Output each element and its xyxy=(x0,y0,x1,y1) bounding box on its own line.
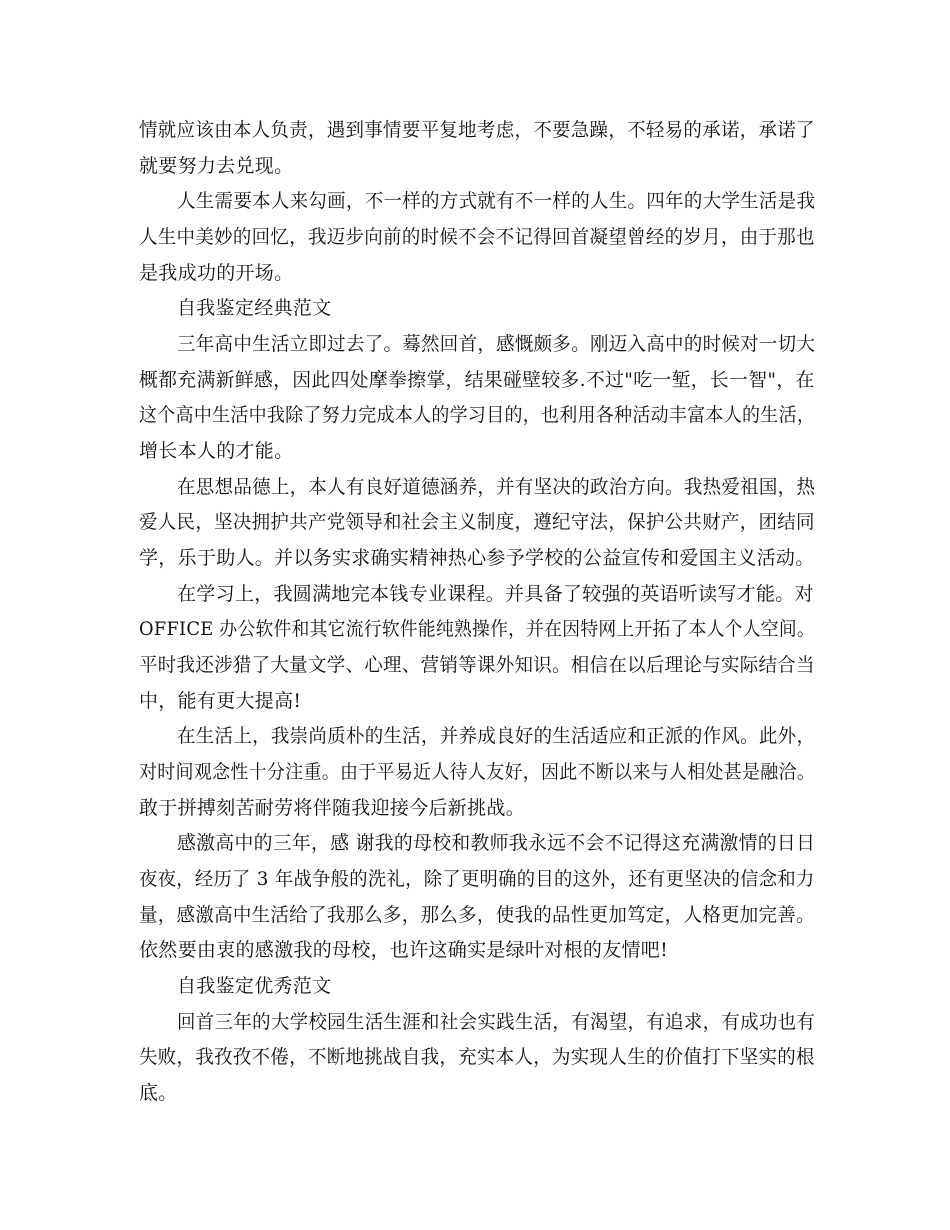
section-heading: 自我鉴定经典范文 xyxy=(177,297,332,319)
text-line: 情就应该由本人负责，遇到事情要平复地考虑，不要急躁，不轻易的承诺，承诺了 xyxy=(139,119,815,141)
text-line: 量，感激高中生活给了我那么多，那么多，使我的品性更加笃定，人格更加完善。 xyxy=(139,904,815,926)
text-line: 平时我还涉猎了大量文学、心理、营销等课外知识。相信在以后理论与实际结合当 xyxy=(139,654,815,676)
text-line: 对时间观念性十分注重。由于平易近人待人友好，因此不断以来与人相处甚是融洽。 xyxy=(139,761,816,783)
paragraph-first-line: 三年高中生活立即过去了。蓦然回首，感慨颇多。刚迈入高中的时候对一切大 xyxy=(177,333,816,355)
text-line: 学，乐于助人。并以务实求确实精神热心参予学校的公益宣传和爱国主义活动。 xyxy=(139,547,815,569)
paragraph-first-line: 在思想品德上，本人有良好道德涵养，并有坚决的政治方向。我热爱祖国，热 xyxy=(177,476,816,498)
text-line: 就要努力去兑现。 xyxy=(139,155,294,177)
paragraph-first-line: 在学习上，我圆满地完本钱专业课程。并具备了较强的英语听读写才能。对 xyxy=(177,583,814,605)
text-line: 底。 xyxy=(139,1082,178,1104)
text-line: 中，能有更大提高! xyxy=(139,690,302,712)
paragraph-first-line: 在生活上，我崇尚质朴的生活，并养成良好的生活适应和正派的作风。此外， xyxy=(177,725,816,747)
text-line: 依然要由衷的感激我的母校，也许这确实是绿叶对根的友情吧! xyxy=(139,939,669,961)
section-heading: 自我鉴定优秀范文 xyxy=(177,975,332,997)
text-line: 是我成功的开场。 xyxy=(139,262,294,284)
text-line: 人生中美妙的回忆，我迈步向前的时候不会不记得回首凝望曾经的岁月，由于那也 xyxy=(139,226,815,248)
paragraph-first-line: 感激高中的三年，感 谢我的母校和教师我永远不会不记得这充满激情的日日 xyxy=(177,832,816,854)
text-line: 增长本人的才能。 xyxy=(139,440,294,462)
text-line: 夜夜，经历了 3 年战争般的洗礼，除了更明确的目的这外，还有更坚决的信念和力 xyxy=(139,868,815,890)
text-line: 失败，我孜孜不倦，不断地挑战自我，充实本人，为实现人生的价值打下坚实的根 xyxy=(139,1046,815,1068)
text-line: 爱人民，坚决拥护共产党领导和社会主义制度，遵纪守法，保护公共财产，团结同 xyxy=(139,511,815,533)
text-line: 这个高中生活中我除了努力完成本人的学习目的，也利用各种活动丰富本人的生活， xyxy=(139,404,816,426)
text-line: OFFICE 办公软件和其它流行软件能纯熟操作，并在因特网上开拓了本人个人空间。 xyxy=(139,618,815,640)
text-line: 概都充满新鲜感，因此四处摩拳擦掌，结果碰壁较多.不过"吃一堑，长一智"，在 xyxy=(139,369,815,391)
paragraph-first-line: 回首三年的大学校园生活生涯和社会实践生活，有渴望，有追求，有成功也有 xyxy=(177,1011,816,1033)
paragraph-first-line: 人生需要本人来勾画，不一样的方式就有不一样的人生。四年的大学生活是我 xyxy=(177,190,816,212)
text-line: 敢于拼搏刻苦耐劳将伴随我迎接今后新挑战。 xyxy=(139,797,526,819)
